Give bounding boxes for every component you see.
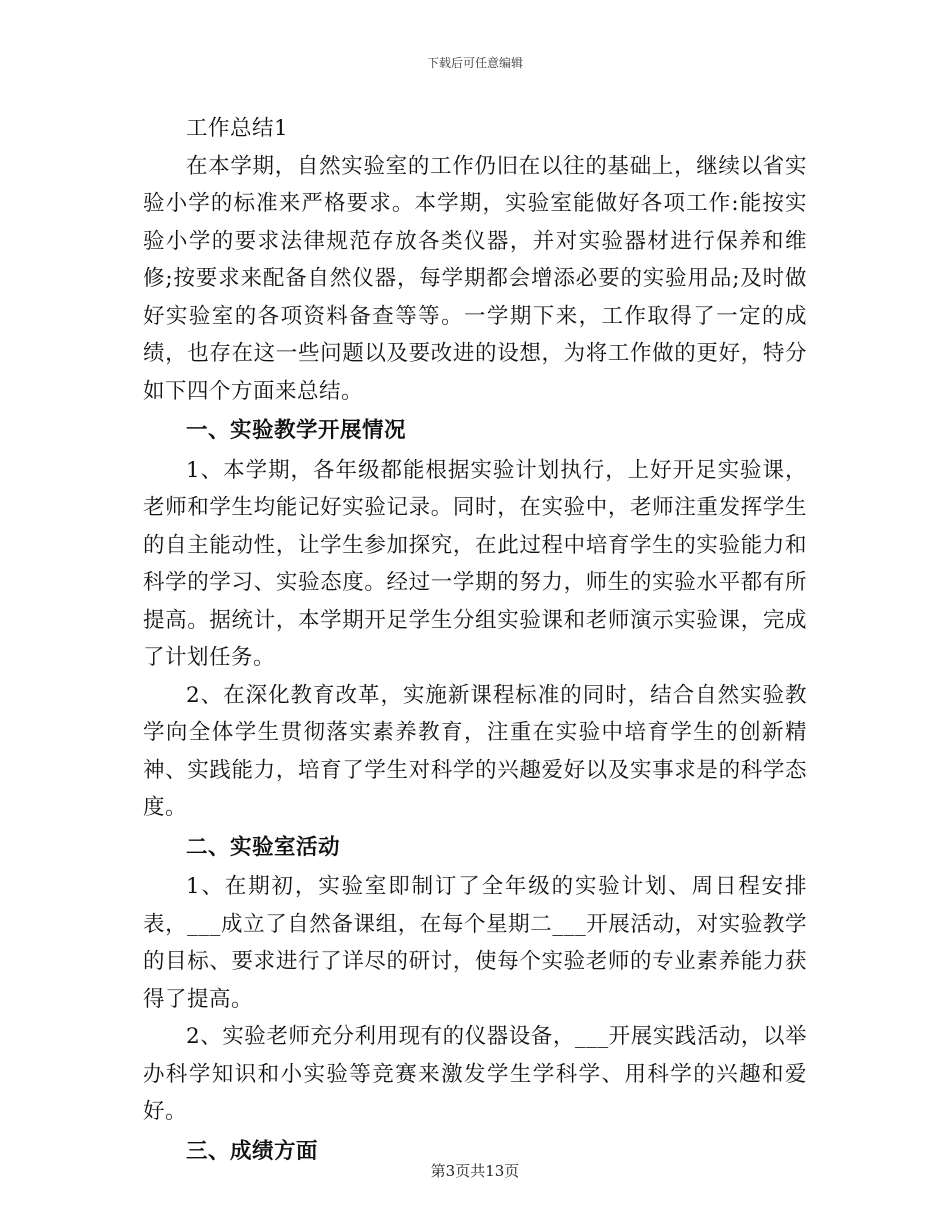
section-heading-3: 三、成绩方面 xyxy=(186,1138,319,1164)
section2-paragraph-1: 1、在期初，实验室即制订了全年级的实验计划、周日程安排表，___成立了自然备课组，在每个星期二___开展活动，对实验教学的目标、要求进行了详尽的研讨，使每个实验老师的专业素养能力获得了提高。 xyxy=(143,874,807,1012)
page-footer: 第3页共13页 xyxy=(430,1162,520,1180)
section-heading-2: 二、实验室活动 xyxy=(186,834,341,860)
section1-paragraph-1: 1、本学期，各年级都能根据实验计划执行，上好开足实验课，老师和学生均能记好实验记录。同时，在实验中，老师注重发挥学生的自主能动性，让学生参加探究，在此过程中培育学生的实验能力和科学的学习、实验态度。经过一学期的努力，师生的实验水平都有所提高。据统计，本学期开足学生分组实验课和老师演示实验课，完成了计划任务。 xyxy=(143,457,807,670)
document-title: 工作总结1 xyxy=(186,116,289,141)
section1-paragraph-2: 2、在深化教育改革，实施新课程标准的同时，结合自然实验教学向全体学生贯彻落实素养教育，注重在实验中培育学生的创新精神、实践能力，培育了学生对科学的兴趣爱好以及实事求是的科学态度。 xyxy=(143,682,807,820)
intro-paragraph: 在本学期，自然实验室的工作仍旧在以往的基础上，继续以省实验小学的标准来严格要求。本学期，实验室能做好各项工作:能按实验小学的要求法律规范存放各类仪器，并对实验器材进行保养和维修;按要求来配备自然仪器，每学期都会增添必要的实验用品;及时做好实验室的各项资料备查等等。一学期下来，工作取得了一定的成绩，也存在这一些问题以及要改进的设想，为将工作做的更好，特分如下四个方面来总结。 xyxy=(143,153,807,404)
section2-paragraph-2: 2、实验老师充分利用现有的仪器设备，___开展实践活动，以举办科学知识和小实验等竞赛来激发学生学科学、用科学的兴趣和爱好。 xyxy=(143,1024,807,1124)
page-header: 下载后可任意编辑 xyxy=(426,56,523,70)
document-body xyxy=(143,110,807,1172)
section-heading-1: 一、实验教学开展情况 xyxy=(186,418,407,443)
